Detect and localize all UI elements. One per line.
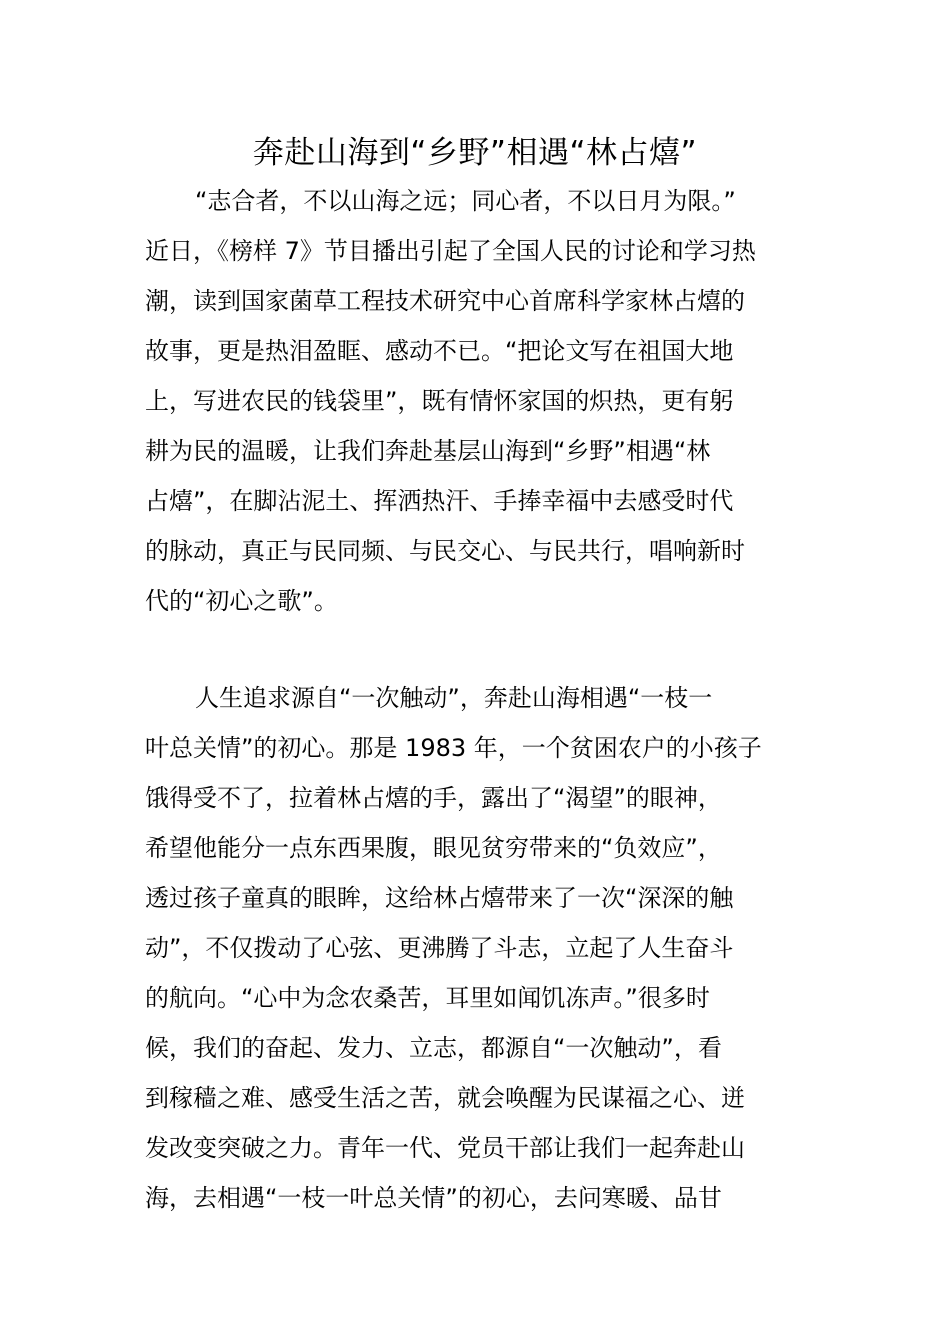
paragraph-line: 人生追求源自“一次触动”，奔赴山海相遇“一枝一 <box>195 684 713 712</box>
paragraph-line: 希望他能分一点东西果腹，眼见贫穷带来的“负效应”， <box>145 834 722 862</box>
paragraph-line: 叶总关情”的初心。那是 1983 年，一个贫困农户的小孩子 <box>145 734 762 762</box>
paragraph-1 <box>145 176 805 626</box>
paragraph-line: “志合者，不以山海之远；同心者，不以日月为限。” <box>195 187 736 215</box>
paragraph-line: 故事，更是热泪盈眶、感动不已。“把论文写在祖国大地 <box>145 337 734 365</box>
paragraph-line: 发改变突破之力。青年一代、党员干部让我们一起奔赴山 <box>145 1134 745 1162</box>
paragraph-line: 的航向。“心中为念农桑苦，耳里如闻饥冻声。”很多时 <box>145 984 710 1012</box>
paragraph-line: 占熺”，在脚沾泥土、挥洒热汗、手捧幸福中去感受时代 <box>145 487 734 515</box>
paragraph-line: 代的“初心之歌”。 <box>145 587 338 615</box>
paragraph-line: 饿得受不了，拉着林占熺的手，露出了“渴望”的眼神， <box>145 784 722 812</box>
document-title: 奔赴山海到“乡野”相遇“林占熺” <box>252 135 698 171</box>
paragraph-line: 到稼穑之难、感受生活之苦，就会唤醒为民谋福之心、迸 <box>145 1084 745 1112</box>
paragraph-line: 动”，不仅拨动了心弦、更沸腾了斗志，立起了人生奋斗 <box>145 934 734 962</box>
paragraph-line: 海，去相遇“一枝一叶总关情”的初心，去问寒暖、品甘 <box>145 1184 722 1212</box>
paragraph-line: 近日，《榜样 7》节目播出引起了全国人民的讨论和学习热 <box>145 237 756 265</box>
paragraph-line: 的脉动，真正与民同频、与民交心、与民共行，唱响新时 <box>145 537 745 565</box>
paragraph-line: 潮，读到国家菌草工程技术研究中心首席科学家林占熺的 <box>145 287 745 315</box>
paragraph-line: 耕为民的温暖，让我们奔赴基层山海到“乡野”相遇“林 <box>145 437 711 465</box>
paragraph-line: 上，写进农民的钱袋里”，既有情怀家国的炽热，更有躬 <box>145 387 734 415</box>
paragraph-line: 透过孩子童真的眼眸，这给林占熺带来了一次“深深的触 <box>145 884 734 912</box>
paragraph-2 <box>145 673 805 1223</box>
paragraph-line: 候，我们的奋起、发力、立志，都源自“一次触动”，看 <box>145 1034 722 1062</box>
